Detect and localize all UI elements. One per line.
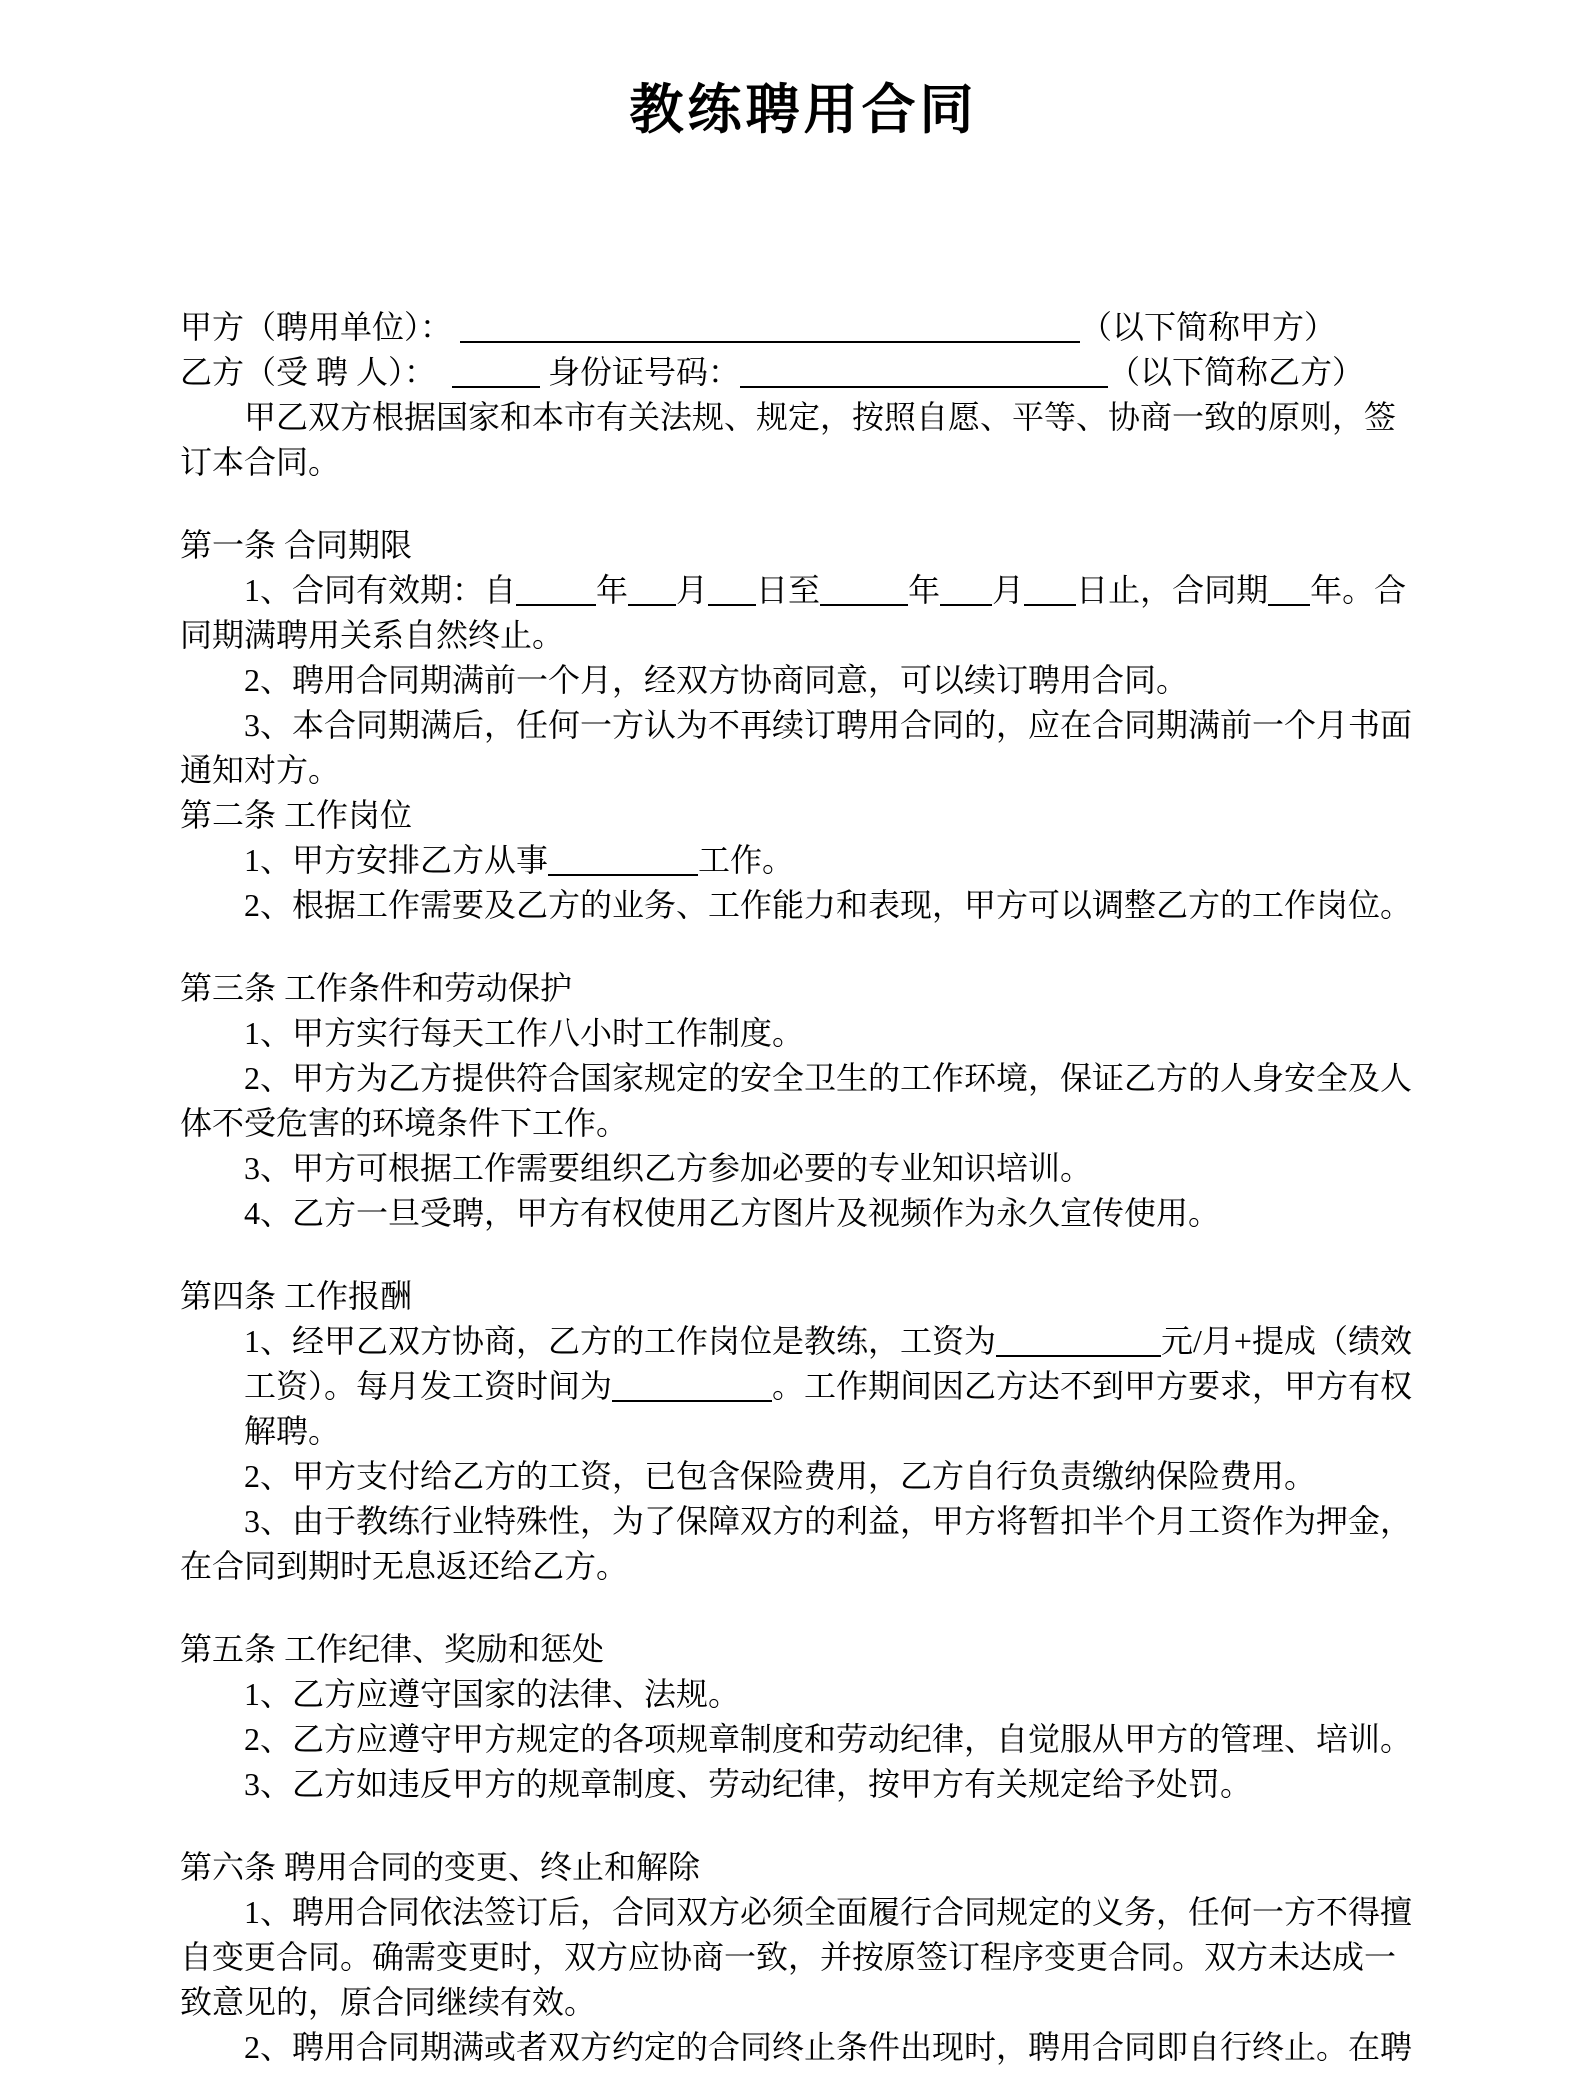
- section-heading: [180, 1845, 1427, 1890]
- text-segment: 在合同到期时无息返还给乙方。: [180, 1548, 629, 1584]
- section-heading: [180, 523, 1427, 568]
- paragraph-line: [180, 1890, 1427, 1935]
- text-segment: 年: [908, 572, 941, 608]
- text-segment: （以下简称乙方）: [1108, 354, 1365, 390]
- fill-in-blank: [1024, 602, 1076, 606]
- text-segment: 身份证号码：: [540, 354, 741, 390]
- text-segment: 3、本合同期满后，任何一方认为不再续订聘用合同的，应在合同期满前一个月书面: [244, 707, 1413, 743]
- text-segment: 2、根据工作需要及乙方的业务、工作能力和表现，甲方可以调整乙方的工作岗位。: [244, 887, 1413, 923]
- paragraph-line: [180, 1364, 1427, 1409]
- text-segment: 第五条 工作纪律、奖励和惩处: [180, 1631, 605, 1667]
- text-segment: 日至: [756, 572, 821, 608]
- paragraph-line: [180, 1544, 1427, 1589]
- fill-in-blank: [452, 384, 540, 388]
- text-segment: 第一条 合同期限: [180, 527, 413, 563]
- text-segment: 1、聘用合同依法签订后，合同双方必须全面履行合同规定的义务，任何一方不得擅: [244, 1894, 1413, 1930]
- fill-in-blank: [708, 602, 756, 606]
- text-segment: 2、甲方为乙方提供符合国家规定的安全卫生的工作环境，保证乙方的人身安全及人: [244, 1060, 1413, 1096]
- section-heading: [180, 1274, 1427, 1319]
- paragraph-line: [180, 1672, 1427, 1717]
- text-segment: 1、甲方实行每天工作八小时工作制度。: [244, 1015, 805, 1051]
- paragraph-line: [180, 748, 1427, 793]
- text-segment: 工作。: [698, 842, 795, 878]
- text-segment: 月: [992, 572, 1025, 608]
- paragraph-line: [180, 1191, 1427, 1236]
- text-segment: 甲乙双方根据国家和本市有关法规、规定，按照自愿、平等、协商一致的原则，签: [244, 399, 1397, 435]
- text-segment: 自变更合同。确需变更时，双方应协商一致，并按原签订程序变更合同。双方未达成一: [180, 1939, 1397, 1975]
- paragraph-line: [180, 613, 1427, 658]
- paragraph-line: [180, 440, 1427, 485]
- text-segment: 3、甲方可根据工作需要组织乙方参加必要的专业知识培训。: [244, 1150, 1093, 1186]
- text-segment: 4、乙方一旦受聘，甲方有权使用乙方图片及视频作为永久宣传使用。: [244, 1195, 1221, 1231]
- text-segment: 解聘。: [244, 1413, 341, 1449]
- paragraph-line: [180, 568, 1427, 613]
- fill-in-blank: [628, 602, 676, 606]
- text-segment: 1、合同有效期：自: [244, 572, 517, 608]
- paragraph-line: [180, 1980, 1427, 2025]
- section-heading: [180, 1627, 1427, 1672]
- text-segment: 甲方（聘用单位）：: [180, 309, 461, 345]
- text-segment: （以下简称甲方）: [1080, 309, 1337, 345]
- text-segment: 日止，合同期: [1076, 572, 1269, 608]
- text-segment: 同期满聘用关系自然终止。: [180, 617, 565, 653]
- text-segment: 第三条 工作条件和劳动保护: [180, 970, 573, 1006]
- party-line: [180, 350, 1427, 395]
- text-segment: 年。合: [1310, 572, 1407, 608]
- fill-in-blank: [460, 339, 1080, 343]
- text-segment: 。工作期间因乙方达不到甲方要求，甲方有权: [772, 1368, 1413, 1404]
- fill-in-blank: [740, 384, 1108, 388]
- party-line: [180, 305, 1427, 350]
- text-segment: 第六条 聘用合同的变更、终止和解除: [180, 1849, 701, 1885]
- paragraph-line: [180, 703, 1427, 748]
- text-segment: 2、乙方应遵守甲方规定的各项规章制度和劳动纪律，自觉服从甲方的管理、培训。: [244, 1721, 1413, 1757]
- section-heading: [180, 793, 1427, 838]
- text-segment: 2、甲方支付给乙方的工资，已包含保险费用，乙方自行负责缴纳保险费用。: [244, 1458, 1317, 1494]
- paragraph-line: [180, 838, 1427, 883]
- fill-in-blank: [1268, 602, 1310, 606]
- text-segment: 第二条 工作岗位: [180, 797, 413, 833]
- text-segment: 工资）。每月发工资时间为: [244, 1368, 613, 1404]
- text-segment: 1、甲方安排乙方从事: [244, 842, 549, 878]
- section-heading: [180, 966, 1427, 1011]
- paragraph-line: [180, 2025, 1427, 2070]
- text-segment: 1、经甲乙双方协商，乙方的工作岗位是教练，工资为: [244, 1323, 997, 1359]
- text-segment: 乙方（受 聘 人）：: [180, 354, 453, 390]
- paragraph-line: [180, 1101, 1427, 1146]
- paragraph-line: [180, 1319, 1427, 1364]
- text-segment: 1、乙方应遵守国家的法律、法规。: [244, 1676, 741, 1712]
- text-segment: 第四条 工作报酬: [180, 1278, 413, 1314]
- paragraph-line: [180, 1056, 1427, 1101]
- text-segment: 体不受危害的环境条件下工作。: [180, 1105, 629, 1141]
- paragraph-line: [180, 883, 1427, 928]
- fill-in-blank: [516, 602, 596, 606]
- fill-in-blank: [548, 872, 698, 876]
- fill-in-blank: [612, 1398, 772, 1402]
- text-segment: 订本合同。: [180, 444, 341, 480]
- text-segment: 致意见的，原合同继续有效。: [180, 1984, 597, 2020]
- text-segment: 月: [676, 572, 709, 608]
- fill-in-blank: [996, 1353, 1161, 1357]
- paragraph-line: [180, 1762, 1427, 1807]
- text-segment: 3、由于教练行业特殊性，为了保障双方的利益，甲方将暂扣半个月工资作为押金，: [244, 1503, 1413, 1539]
- fill-in-blank: [940, 602, 992, 606]
- fill-in-blank: [820, 602, 908, 606]
- text-segment: 年: [596, 572, 629, 608]
- paragraph-line: [180, 658, 1427, 703]
- document-body: [180, 305, 1427, 2070]
- text-segment: 元/月+提成（绩效: [1161, 1323, 1412, 1359]
- paragraph-line: [180, 1935, 1427, 1980]
- text-segment: 3、乙方如违反甲方的规章制度、劳动纪律，按甲方有关规定给予处罚。: [244, 1766, 1253, 1802]
- text-segment: 通知对方。: [180, 752, 341, 788]
- paragraph-line: [180, 1499, 1427, 1544]
- text-segment: 2、聘用合同期满或者双方约定的合同终止条件出现时，聘用合同即自行终止。在聘: [244, 2029, 1413, 2065]
- paragraph-line: [180, 1146, 1427, 1191]
- paragraph-line: [180, 395, 1427, 440]
- paragraph-line: [180, 1454, 1427, 1499]
- paragraph-line: [180, 1011, 1427, 1056]
- paragraph-line: [180, 1717, 1427, 1762]
- page-title: 教练聘用合同: [629, 80, 978, 140]
- paragraph-line: [180, 1409, 1427, 1454]
- text-segment: 2、聘用合同期满前一个月，经双方协商同意，可以续订聘用合同。: [244, 662, 1189, 698]
